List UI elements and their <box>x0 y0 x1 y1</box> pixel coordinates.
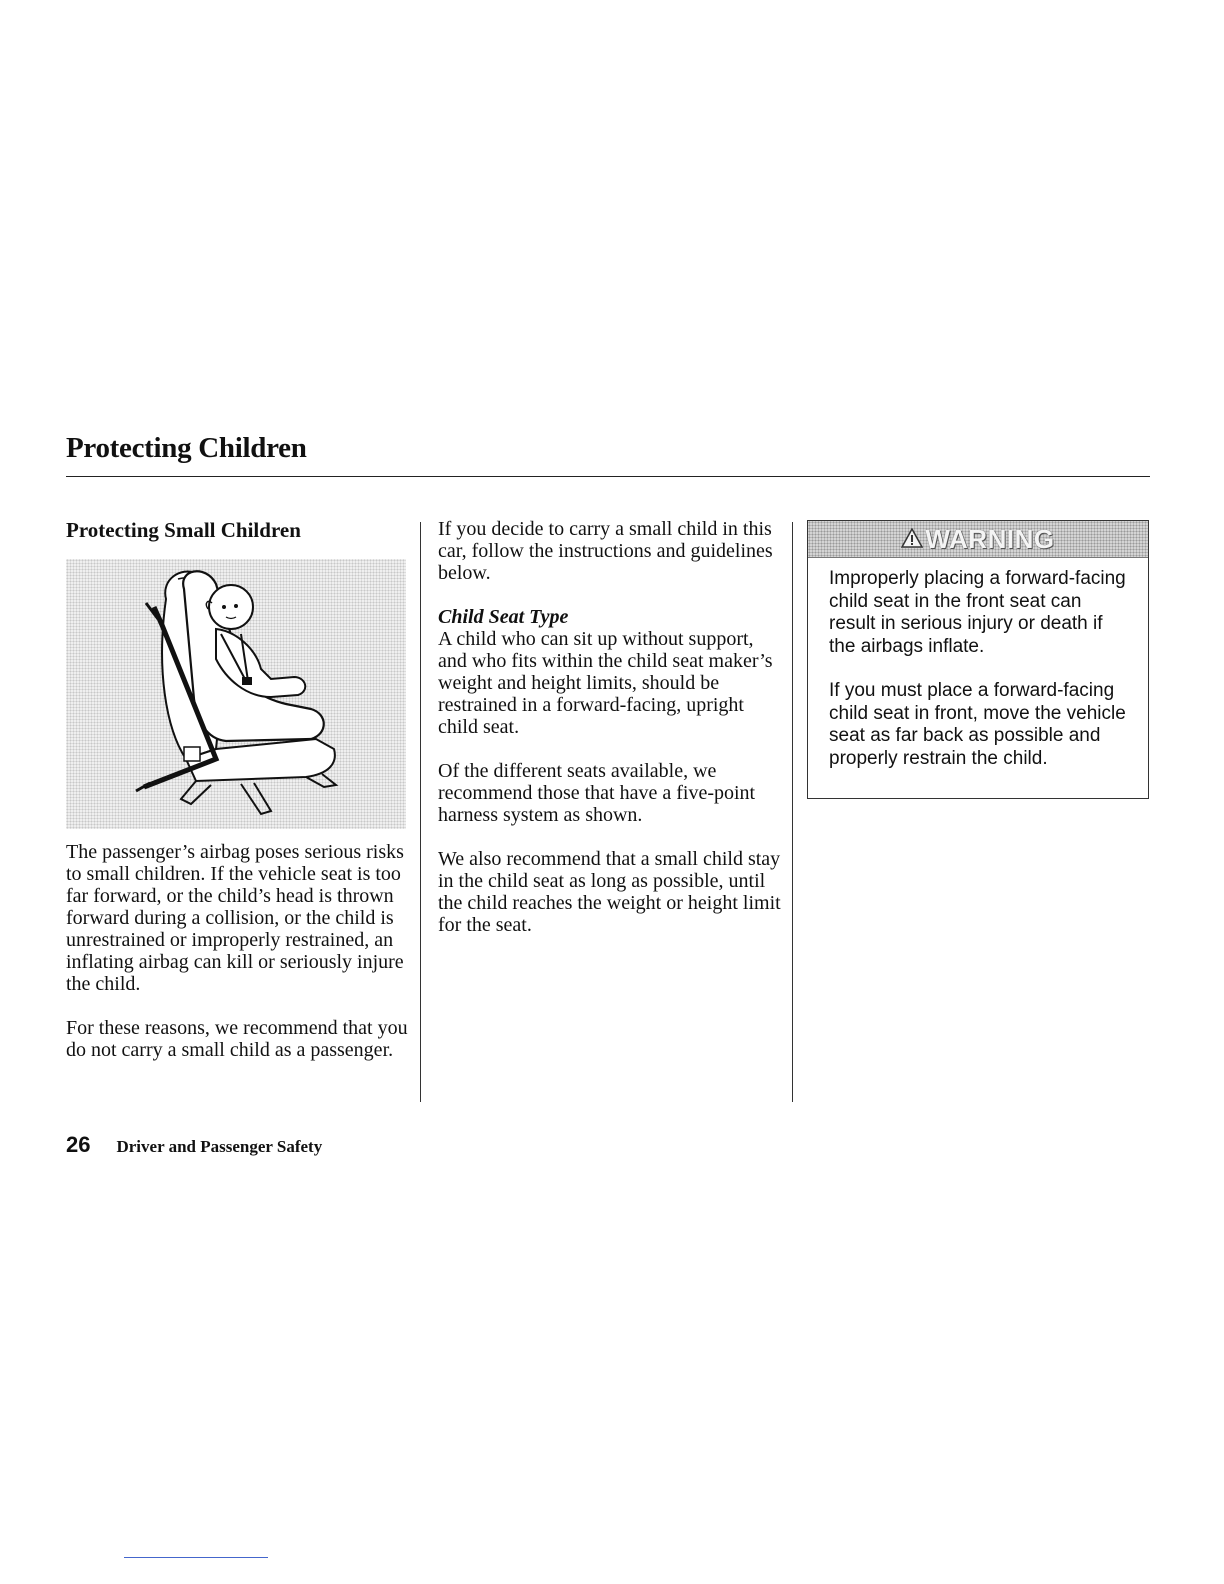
paragraph: If you decide to carry a small child in this car, follow the instructions and guidelines below. <box>438 518 773 584</box>
warning-paragraph: If you must place a forward-facing child seat in front, move the vehicle seat as far back as possible and properly restrain the child. <box>829 680 1126 769</box>
paragraph: The passenger’s airbag poses serious risks to small children. If the vehicle seat is too far forward, or the child’s head is thrown forward during a collision, or the child is unrestrained or improperly restrained, an inflating airbag can kill or seriously injure the child. <box>66 841 404 995</box>
paragraph: A child who can sit up without support, and who fits within the child seat maker’s weight and height limits, should be restrained in a forward-facing, upright child seat. <box>438 628 773 738</box>
warning-triangle-icon <box>901 524 923 555</box>
subheading: Child Seat Type <box>438 606 569 628</box>
title-divider <box>66 476 1150 477</box>
warning-label: WARNING <box>925 523 1055 554</box>
column-divider <box>792 522 793 1102</box>
footer-section-title: Driver and Passenger Safety <box>116 1137 323 1156</box>
child-seat-illustration <box>66 559 406 829</box>
page-title: Protecting Children <box>66 432 307 464</box>
paragraph: For these reasons, we recommend that you do not carry a small child as a passenger. <box>66 1017 408 1061</box>
warning-header <box>808 521 1148 558</box>
warning-box <box>807 520 1149 799</box>
bottom-divider <box>124 1557 268 1558</box>
section-heading: Protecting Small Children <box>66 518 301 542</box>
paragraph: Of the different seats available, we recommend those that have a five-point harness system as shown. <box>438 760 756 826</box>
middle-column <box>438 518 783 936</box>
column-divider <box>420 522 421 1102</box>
child-seat-illustration-icon <box>66 559 406 829</box>
paragraph: We also recommend that a small child stay in the child seat as long as possible, until the child reaches the weight or height limit for the seat. <box>438 848 781 936</box>
page-number: 26 <box>66 1132 91 1157</box>
warning-paragraph: Improperly placing a forward-facing child seat in the front seat can result in serious injury or death if the airbags inflate. <box>829 568 1126 657</box>
page-footer <box>66 1132 322 1158</box>
left-column <box>66 518 410 1061</box>
